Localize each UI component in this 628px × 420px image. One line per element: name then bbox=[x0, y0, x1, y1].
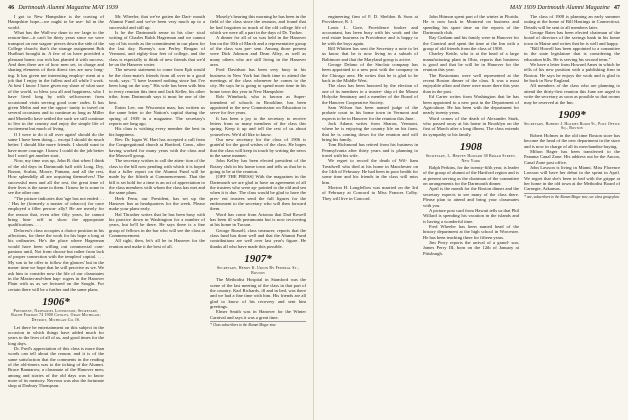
paragraph: Rev. Dr. Isgan W. Hart has accepted a call from the Congregational church at Hartford, Conn., after having worked for many years with the class and the Maxwell group. bbox=[109, 136, 205, 158]
running-head-text: Dartmouth Alumni Magazine MAY 1939 bbox=[18, 4, 119, 11]
paragraph: engineering firm of F. D. Sheldon & Sons at Providence, R. I. bbox=[322, 14, 418, 25]
column-1 bbox=[322, 14, 418, 256]
page-number: 47 bbox=[613, 4, 620, 11]
class-heading-1907: 1907* bbox=[244, 253, 272, 266]
paragraph: A dinner for all of us was held in the Hanover Inn on the 10th of March and a representative group of the class was pre- sent. Among those present were Dick Johnson and Dean Alley, as well as many others who are still living in the Hanover area. bbox=[210, 35, 306, 68]
paragraph: George Bates has been elected chairman of the board of directors of the savings bank in his home town in Maine and writes that he is well and happy. bbox=[524, 30, 620, 46]
class-heading-1909: 1909* bbox=[558, 108, 586, 121]
paragraph: Louis L. Gore, Providence broker and accountant, has been busy with his work and the real estate business in Providence and is happy to be with the boys again. bbox=[322, 24, 418, 46]
paragraph: Bill Whitten has sent the Secretary a note to let us know that he is now living in a suburb of Baltimore and that the Maryland group is active. bbox=[322, 46, 418, 62]
paragraph: The secretary wishes to call the atten- tion of the class to the bill now pending with which it is hoped that a fuller report on the Alumni Fund will be made by the fiftieth at Commencement. That the bill is set hold for a time is an act of appreciation to the class members with whom the class has met and the same plans. bbox=[109, 158, 205, 196]
paragraph: Jack Adams writes from Sharon, Vermont, where he is enjoying the country life on his farm, that he is coming down for the reunion and will bring his family. bbox=[322, 120, 418, 142]
running-head-text: MAY 1939 Dartmouth Alumni Magazine bbox=[509, 4, 610, 11]
paragraph: Elmer Smith was in Hanover for the Winter Carnival and says it was a great time. bbox=[210, 309, 306, 320]
page-number: 46 bbox=[8, 4, 15, 11]
paragraph: Our new secretary for the class of 1906 is grateful for the good wishes of the class. He hopes that the class will keep in touch by writing the news in the same manner. bbox=[210, 136, 306, 158]
paragraph: Ralph Perkins, for the twenty-fifth year, is leader of the group of alumni of the Hartford region and is at present serving as the chairman of the committee on arrangements for the Dartmouth dinner. bbox=[423, 165, 520, 187]
right-page bbox=[314, 0, 628, 420]
class-officers: President, Nathaniel Lovernson; Secretary, Ralph Fordon 74 1900 Cowles, Oran Michigan; Detroit, Michigan Co. IS. bbox=[11, 308, 101, 323]
running-head-left bbox=[8, 3, 306, 12]
paragraph: Fred Davidson has been very busy in his business in New York but finds time to attend the meetings of the class whenever he comes to the city. He says he is going to spend more time in his home town this year in New Hampshire. bbox=[210, 67, 306, 94]
paragraph: Deforest's class occupies a choice position in his affections, for there the work for his hope a long at his ordinaries. He's the place where Hagerman would have been willing out commercial com- panions until, Not from choose but rather from lack of proper connection with the templeof capital. . . . My son to be offer to follow the glances' but in the mean- time we hope that he will perceive as we. We ask him to consider now the life of our classmates in the Maxim-and-then hap- rogers in the Hanover Plain with us as we lectured on the Sought. For certain there will be a further and the same plans. bbox=[8, 227, 104, 292]
column-3 bbox=[210, 14, 306, 389]
paragraph: Herb Fenn, our President, has set up the Hanover Inn as headquarters for the week. Please make your plans early. bbox=[109, 195, 205, 212]
paragraph: Word comes of the death of Alexander Stark, who passed away at his home in Brooklyn on the first of March after a long illness. The class extends its sympathy to his family. bbox=[423, 115, 519, 137]
paragraph: All members of the class who are planning to attend the thirty-first reunion this June are urged to write the secretary as soon as possible so that rooms may be reserved at the Inn. bbox=[524, 83, 620, 105]
footnote: * Class subscribers to the Alumni Maga- zine. bbox=[210, 321, 306, 327]
class-heading-1908: 1908 bbox=[460, 140, 482, 153]
paragraph: All right, then, let's all be in Hanover for the reunion and make it the best of all. bbox=[109, 238, 205, 249]
class-officers: Secretary, Robert J. Holmes Room 9c, Post Office Sq., Boston bbox=[524, 121, 621, 131]
column-3 bbox=[524, 14, 620, 256]
paragraph: What has the Wall-ow done to en- large to the reason-line—it can't be thirty years since we were transport on one wagon- pieces down the side of the College church; that's the strange assignment Bob Hurlburt brought in. A few of us have provided a pleasant home, our rich has planted it with success. And then there are of how men set, in charge and sharing elements of their direct ties are now long- ing. It has given me interesting employ- ment at a job that I enjoy in the fullest and all while I work. At best I know I have given my share of what sure of the world, so bless you all and happiness, who I have lived long by with selfconcern from occasional visits serving good com- rades. It has given Melin and me the oppor- tunity to travel on several occasions and to continue as long as Miller and Montello have settled the such we still continue to live in the country and enjoy the simple life of excitement but much of living. bbox=[8, 30, 104, 132]
column-1 bbox=[8, 14, 104, 389]
paragraph: Jim Perry reports the arrival of a grand- son, James Perry III, born on the 12th of January at Pittsburgh. bbox=[423, 239, 519, 256]
column-group bbox=[322, 14, 620, 256]
paragraph: John Hitmon spent part of the winter in Florida. He is now back in Montreal on business and spending his spare time on the reports of the Dartmouth club. bbox=[423, 14, 519, 36]
paragraph: We have a letter from Howard Ames in which he tells of his new position with a publishing firm in Boston. He says he enjoys the work and is glad to be back in New England. bbox=[524, 62, 620, 84]
column-group bbox=[8, 14, 306, 389]
paragraph: Milton Hager has been transferred to the Panama Canal Zone. His address out be the Ancon, Canal Zone post office. bbox=[524, 149, 620, 165]
paragraph: I got to New Hampshire is the craving of Hampshire hope—we ought to be use- ful in the world. bbox=[8, 14, 104, 30]
paragraph: Ed Carter writes from Washington that he has been appointed to a new post in the Department of Agriculture. He has been with the department for nearly twenty years. bbox=[423, 94, 519, 116]
column-2 bbox=[423, 14, 519, 256]
paragraph: Ray Graham and his family were in Hanover for the Carnival and spent the time at the Inn with a group of old friends from the class of 1908. bbox=[423, 35, 519, 52]
paragraph: Sam Wilson has been named judge of the probate court in his home town in Vermont and expects to be in Hanover for the reunion this June. bbox=[322, 104, 418, 121]
paragraph: Mr. Wheeler, that we've gotten the Dart- mouth Alumni Fund and we've been very much up to a successful and still up. bbox=[109, 14, 205, 30]
paragraph: His class is wishing every member the best in his happiness. bbox=[109, 126, 205, 137]
class-officers: Secretary, L. Hervey Howard 30 Broad Street, New York bbox=[425, 153, 517, 163]
paragraph: A picture post card from Hawaii tells us that Phil Willard is spending his vacation in the islands and is having a wonderful time. bbox=[423, 207, 519, 224]
paragraph: Mosely's hearing this morning he has been in the field of the class since the reunion, and found that he had forgotten so much of the old college life of which we were all a part in the days of Dr. Tucker. bbox=[210, 14, 306, 36]
paragraph: John Lawson is living in Miami. Miss Florence Lawson will have her debut in the sprint in April. We regret that she's been in bed with the grippe at her home in the old town at the Methodist Board of Carnegie, Arkansas. bbox=[524, 165, 620, 192]
paragraph: Rob Winnback, who is known as Super- intendent of schools in Brookline, has been appointed to the new Commission on Education to serve for five years. bbox=[210, 94, 306, 116]
paragraph: George Russell, class treasurer, reports that the class fund has done well and that the Alumni Fund contributions are well over last year's figure. He thanks all who have made this possible. bbox=[210, 227, 306, 249]
paragraph: Dr. Fred's appreciation of this class is more than words can tell about the reason; and it is of the same satisfaction that the comments in the reading of the old-timers was to the ticking of the Alumni. Bruce Bannarow, a classmate of the Hanover men; among and stories of the old days was to know more of its memory. Nervous was also the fortunate shop at Darbury Thompson. bbox=[8, 346, 104, 389]
paragraph: It has been a joy to the secretary to receive letters from so many members of the class this spring. Keep it up and tell the rest of us about yourselves. We'd all like to know. bbox=[210, 115, 306, 137]
class-officers: Secretary, Henry K. Urion By Federal St., Boston bbox=[216, 266, 300, 275]
paragraph: "Bill Howell has been appointed to a committee in the state legislature that is considering the education bills. He is serving his second term." bbox=[524, 46, 620, 62]
paragraph: George Delano of the Sinclair company has been appointed to a new post with the company in the Chicago area. He writes that he is glad to be back in the Middle West. bbox=[322, 62, 418, 84]
column-2 bbox=[109, 14, 205, 389]
paragraph: Eaton Lee, our Wisconsin man, has written us the same letter to the Nation's capital during the spring of 1939 in a magazine. The secretary's reports are long ago. bbox=[109, 104, 205, 126]
paragraph: Word has come from Arizona that Dad Rowell has been ill with pneumonia but is now recovering at his home in Tucson. bbox=[210, 211, 306, 228]
footnote: * one⁠, subscribers to the Alumni Maga- zine, see class group plan. bbox=[524, 194, 620, 199]
paragraph: April is the month for the Boston dinner and the secretary expects to see many of the class there. Please plan to attend and bring your classmates with you. bbox=[423, 186, 519, 208]
paragraph: "The picture indicates that 'age has not ended. . . .' Has he (formerly a master of tobacco) for once employed a filler person- ally? He are merely for the reason that, even after fifty years, he cannot bring him- self to show the appropriate qualifications. . . . bbox=[8, 195, 104, 228]
paragraph: We regret to record the death of Wil- liam Treadwell who died at his home in Manchester on the 14th of February. He had been in poor health for some time and his friends in the class will miss him. bbox=[322, 158, 418, 185]
paragraph: Is he the Dartmouth sense in his clas- sical writing of Charles Balch Hagerman and we cannot say of his words as the commitment in our plans for the last day. Roemy's son Perley Reagan of Vermont, and eighty-four feet of college, and the class is especially to think of new friends that we'd be on the Hanover roster. bbox=[109, 30, 205, 68]
paragraph: If I were to do it all over again! should do the same I have been doing— except I should do much better. I should like more friends. I should want to have more courage. I know I could do the job better but I won't get another start. bbox=[8, 131, 104, 158]
running-head-right bbox=[322, 3, 620, 12]
paragraph: The newest statement to come from Eph would be the class-mate's friends from all over in a good work, says: "I have learned nothing since but I've been long on the way." His wife has been with him to every reunion this time and Jack Keller, his other tribe, from Dartmouth says it must be one of the best. bbox=[109, 67, 205, 105]
paragraph: The class has been honored by the election of one of its members to a trustee- ship of the Mount Holyoke Seminary and a member of the Board of the Hanover Cooperative Society. bbox=[322, 83, 418, 105]
class-heading-1906: 1906* bbox=[42, 295, 70, 308]
paragraph: The Bostonians were well represented at the recent Boston dinner of the class. It was a most enjoyable affair and there were more there this year than in the past. bbox=[423, 72, 519, 94]
paragraph: Tom Richmond has retired from his business in Pennsylvania after thirty years and is planning to travel with his wife. bbox=[322, 142, 418, 158]
paragraph: [OFF THE PRESS] With the magazines in the Dartmouth we are glad to have an agreement of all the trustees who were ap- pointed to the old and sea when it is due. The class would be glad to have the pres- ent trustees send the full figures for the endowment to the secretary who will then forward them. bbox=[210, 174, 306, 212]
paragraph: Let there be entertainment on this subject in the occasion in which things have added much for years to the lives of all of us, and good times for the long days. bbox=[8, 324, 104, 346]
paragraph: The class of 1908 is planning an early summer outing at the home of Bill Hastings in Connecticut. Details will be sent to all members later. bbox=[524, 14, 620, 30]
paragraph: Hal Thrasher writes that he has been busy with his practice down in Washington for a number of years, but he'll be there. He says there is a fine group of fellows in the bar who will see the class at Commencement. bbox=[109, 211, 205, 239]
paragraph: Robert Holmes in the old time Boston store has become the head of the new department in the store and is now in charge of all its merchandise buying. bbox=[524, 133, 620, 149]
paragraph: Charley Kettle, who is at the head of a large manufacturing plant in Ohio, reports that business is good and that he will be in Hanover for the reunion this year. bbox=[423, 51, 519, 73]
paragraph: The Methodist Hospital in Stamford was the scene of the last meeting of the class in that part of the country. Karl Richards, ill and in bed, was there and we had a fine time with him. His friends are all glad to know of his recovery and sent him greetings. bbox=[210, 277, 306, 310]
paragraph: John Kelley has been elected president of the Rotary club in his home town and tells us that he is going to be at the reunion. bbox=[210, 158, 306, 174]
paragraph: Now, my time was up, John B. that when I think of the old days in Dartmouth hall with Long, Dry, Bonon, Scabia, Moore, Putnam, and all the rest, How splendidly all are acquiring themselves! The successful men and all the rest, the great time of their lives is the same to them. I know he is some to see the other one. bbox=[8, 158, 104, 196]
paragraph: Morton H. Longfellow was married on the 3rd of February at Concord to Miss Frances Colby. They will live in Concord. bbox=[322, 185, 418, 201]
paragraph: Fred Wheeler has been named head of the history department at the high school in Worcester. He has been teaching there for fifteen years. bbox=[423, 223, 519, 240]
